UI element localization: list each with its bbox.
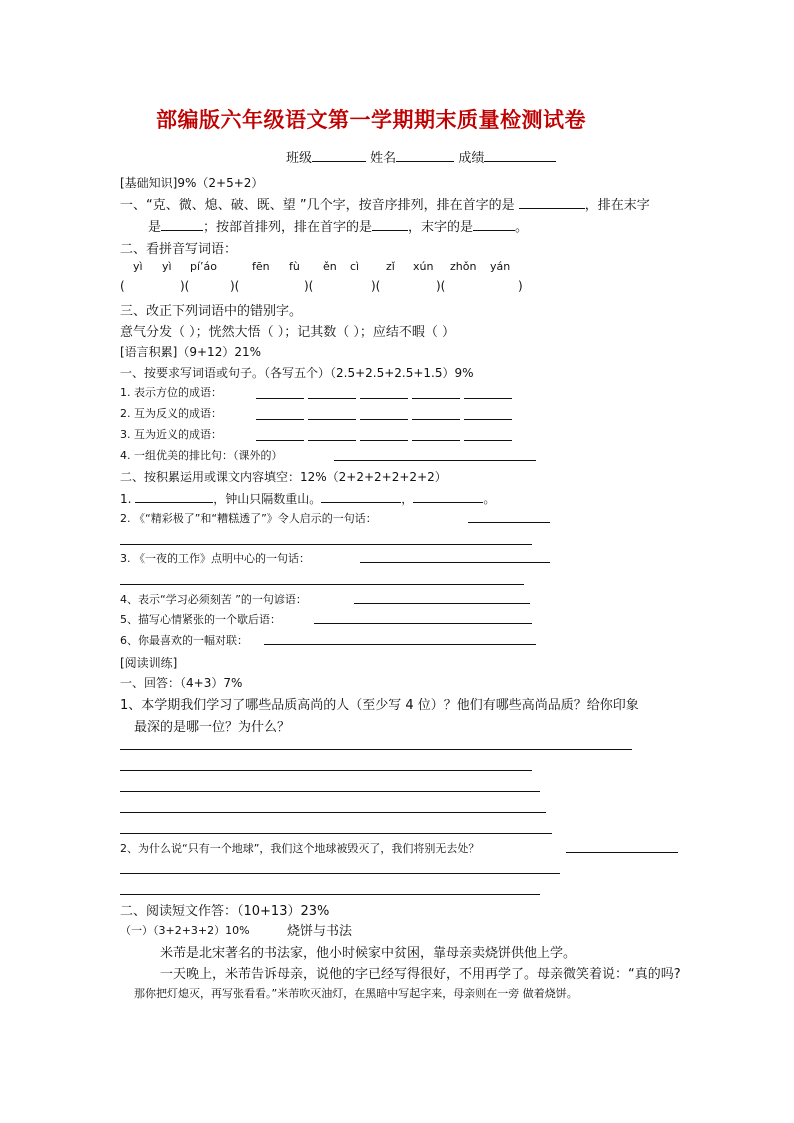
s2-q1-item-4-blank[interactable] [334, 460, 536, 461]
s2-q2-6-blank[interactable] [264, 644, 536, 645]
pinyin-4: fēn [252, 260, 270, 273]
s3-q1-1-answer-line-2[interactable] [120, 770, 532, 771]
s2-q2-5: 5、描写心情紧张的一个歇后语： [120, 613, 281, 626]
s2-q2-2-blank-2[interactable] [120, 544, 532, 545]
s2-q2-1 [120, 489, 495, 507]
s3-q1-1-line1: 1、本学期我们学习了哪些品质高尚的人（至少写 4 位）？他们有哪些高尚品质？给你印象 [120, 698, 639, 713]
s2-q1-item-2 [120, 405, 222, 421]
s3-q1-2-answer-line-1[interactable] [120, 873, 560, 874]
s2-q2: 二、按积累运用或课文内容填空：12%（2+2+2+2+2+2） [120, 470, 447, 484]
s3-q1-1-line2: 最深的是哪一位？为什么？ [134, 720, 291, 735]
s3-q1-1-answer-line-5[interactable] [120, 833, 552, 834]
s2-q2-1-blank-3[interactable] [413, 489, 483, 503]
s2-q2-4-blank[interactable] [354, 603, 530, 604]
pinyin-7: cì [350, 260, 360, 273]
paren-4[interactable]: )( [304, 279, 314, 293]
class-label: 班级 [286, 151, 313, 166]
paren-2[interactable]: )( [180, 279, 190, 293]
pinyin-1: yì [133, 260, 143, 273]
s2-q1-item-2-blanks[interactable] [256, 405, 516, 424]
s3-q1-2-blank[interactable] [566, 852, 678, 853]
score-field[interactable] [484, 148, 556, 162]
s1-q1-text-b: ，排在末字 [584, 198, 650, 213]
s2-q2-3-blank-2[interactable] [120, 584, 524, 585]
s2-q1-item-1 [120, 384, 222, 400]
s3-q1: 一、回答：（4+3）7% [120, 676, 243, 690]
s1-q1-text-f: 。 [515, 220, 529, 235]
section-accumulation-header: [语言积累]（9+12）21% [120, 345, 261, 359]
s1-q2: 二、看拼音写词语： [120, 242, 238, 257]
s3-q2: 二、阅读短文作答：（10+13）23% [120, 904, 330, 919]
s2-q2-1-blank-1[interactable] [135, 489, 213, 503]
s2-q2-2-blank-1[interactable] [468, 522, 550, 523]
passage-1-para-1: 米芾是北宋著名的书法家，他小时候家中贫困，靠母亲卖烧饼供他上学。 [160, 946, 577, 961]
s1-q1-blank-radical-first[interactable] [372, 217, 408, 231]
s1-q1-text: 一、“克、微、熄、破、既、望 ”几个字，按音序排列，排在首字的是 [120, 198, 515, 213]
s2-q1-item-3 [120, 426, 222, 442]
s3-q1-2: 2、为什么说“只有一个地球”，我们这个地球被毁灭了，我们将别无去处？ [120, 842, 480, 855]
s1-q1-text-d: ；按部首排列，排在首字的是 [203, 220, 373, 235]
passage-1-para-2-line-1: 一天晚上，米芾告诉母亲，说他的字已经写得很好，不用再学了。母亲微笑着说：“真的吗? [160, 967, 681, 982]
s2-q1-item-4-label: 4. 一组优美的排比句：（课外的） [120, 449, 283, 462]
s3-q1-1-answer-line-3[interactable] [120, 791, 540, 792]
pinyin-5: fù [289, 260, 300, 273]
s2-q2-1-num: 1. [120, 492, 132, 506]
s1-q1-text-c: 是 [148, 220, 162, 235]
s3-q1-1-answer-line-1[interactable] [120, 749, 632, 750]
s2-q2-3-blank-1[interactable] [360, 562, 550, 563]
paren-1: ( [120, 279, 125, 293]
page-title: 部编版六年级语文第一学期期末质量检测试卷 [156, 107, 586, 132]
score-label: 成绩 [458, 151, 485, 166]
s3-q1-1-answer-line-4[interactable] [120, 812, 546, 813]
section-reading-header: [阅读训练] [120, 656, 178, 670]
s1-q3-line: 意气分发（ ）；恍然大悟（ ）；记其数（ ）；应结不暇（ ） [120, 325, 456, 340]
s2-q2-6: 6、你最喜欢的一幅对联： [120, 634, 248, 647]
s2-q2-1-blank-2[interactable] [321, 489, 401, 503]
s2-q2-1-text: ，钟山只隔数重山。 [213, 492, 322, 506]
s2-q1: 一、按要求写词语或句子。（各写五个）（2.5+2.5+2.5+1.5）9% [120, 366, 474, 380]
s3-q1-2-answer-line-2[interactable] [120, 894, 540, 895]
s1-q1-blank-last[interactable] [161, 217, 203, 231]
s2-q2-1-comma: ， [401, 492, 414, 506]
s2-q2-4: 4、表示“学习必须刻苦 ”的一句谚语： [120, 593, 307, 606]
pinyin-11: yán [490, 260, 511, 273]
s1-q3: 三、改正下列词语中的错别字。 [120, 304, 303, 319]
paren-6[interactable]: )( [436, 279, 446, 293]
student-info [286, 147, 556, 166]
s1-q1-blank-first[interactable] [519, 195, 585, 209]
name-label: 姓名 [370, 151, 397, 166]
passage-1-label: （一）（3+2+3+2）10% [120, 924, 250, 937]
pinyin-10: zhǒn [450, 260, 477, 273]
s2-q1-item-1-label: 1. 表示方位的成语： [120, 386, 222, 399]
s2-q2-5-blank[interactable] [314, 623, 532, 624]
s1-q1-line2 [148, 216, 528, 235]
paren-7[interactable]: ) [518, 279, 523, 293]
s2-q1-item-4 [120, 447, 283, 463]
paren-3[interactable]: )( [230, 279, 240, 293]
name-field[interactable] [396, 148, 454, 162]
passage-1-para-2-line-2: 那你把灯熄灭，再写张看看。”米芾吹灭油灯，在黑暗中写起字来，母亲则在一旁 做着烧饼。 [134, 987, 578, 1000]
pinyin-8: zǐ [386, 260, 395, 273]
paren-5[interactable]: )( [371, 279, 381, 293]
s1-q1-text-e: ，末字的是 [408, 220, 474, 235]
s1-q1-blank-radical-last[interactable] [473, 217, 515, 231]
s1-q1-line1 [120, 194, 650, 213]
s2-q1-item-3-label: 3. 互为近义的成语： [120, 428, 222, 441]
passage-1-title: 烧饼与书法 [287, 924, 353, 939]
section-basic-header: [基础知识]9%（2+5+2） [120, 176, 264, 190]
pinyin-9: xún [413, 260, 434, 273]
s2-q1-item-3-blanks[interactable] [256, 426, 516, 445]
pinyin-6: ěn [323, 260, 337, 273]
pinyin-2: yì [162, 260, 172, 273]
s2-q1-item-1-blanks[interactable] [256, 384, 516, 403]
pinyin-3: pí’áo [190, 260, 218, 273]
s2-q2-1-period: 。 [483, 492, 496, 506]
s2-q2-3: 3. 《一夜的工作》点明中心的一句话： [120, 552, 310, 565]
class-field[interactable] [312, 148, 366, 162]
s2-q1-item-2-label: 2. 互为反义的成语： [120, 407, 222, 420]
s2-q2-2: 2. 《“精彩极了”和“糟糕透了”》令人启示的一句话： [120, 512, 377, 525]
